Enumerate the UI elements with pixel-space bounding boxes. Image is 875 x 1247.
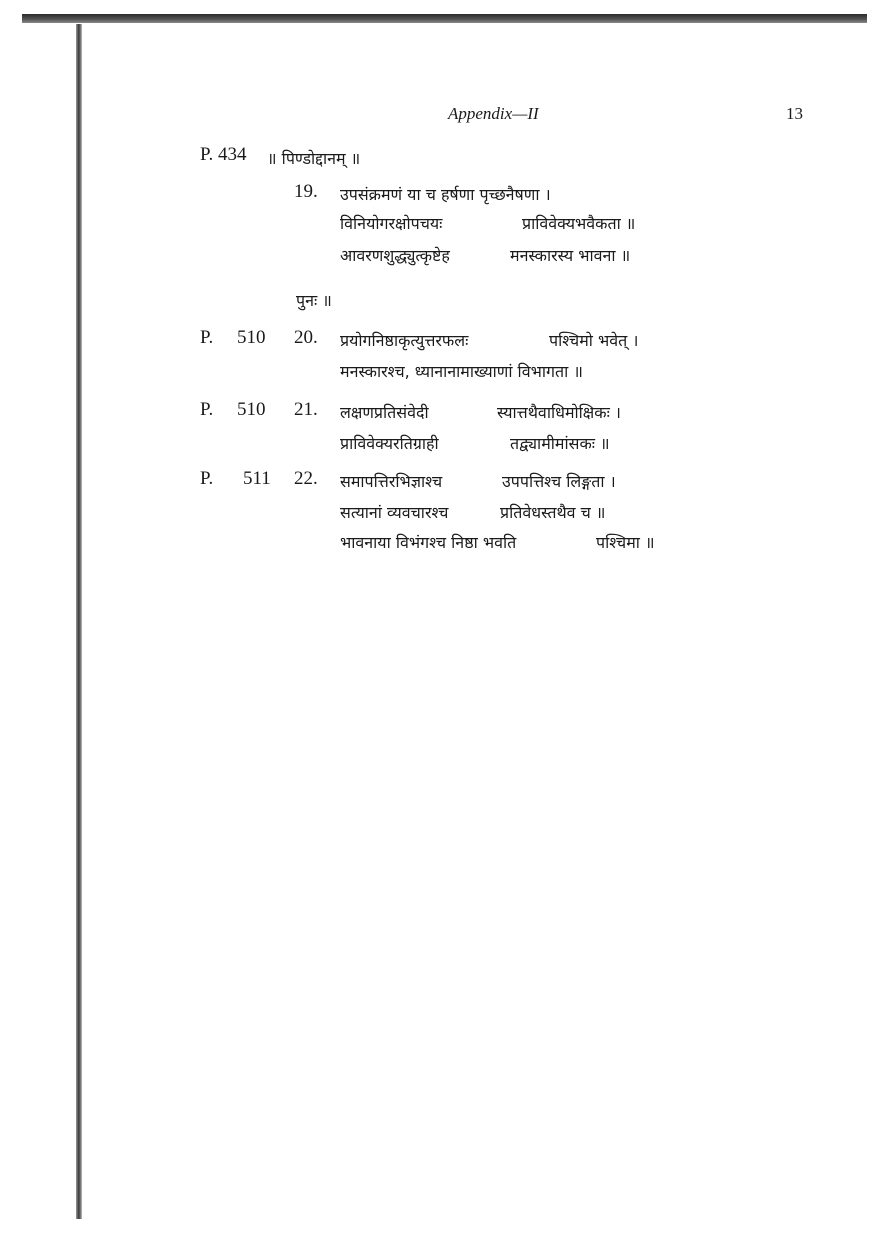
verse-line: उपसंक्रमणं या च हर्षणा पृच्छनैषणा । bbox=[340, 185, 551, 204]
verse-line-a: प्रयोगनिष्ठाकृत्युत्तरफलः bbox=[340, 331, 469, 350]
verse-number: 21. bbox=[294, 399, 318, 420]
page-ref-number: 511 bbox=[243, 468, 271, 489]
verse-line-b: पश्चिमो भवेत् । bbox=[549, 331, 639, 350]
page-ref-number: 510 bbox=[237, 327, 266, 348]
verse-line-a: विनियोगरक्षोपचयः bbox=[340, 214, 443, 233]
verse-line-b: स्यात्तथैवाधिमोक्षिकः । bbox=[497, 403, 621, 422]
verse-line-a: आवरणशुद्ध्युत्कृष्टेह bbox=[340, 246, 450, 265]
page-label: P. bbox=[200, 468, 214, 489]
verse-line-b: प्राविवेक्यभवैकता ॥ bbox=[522, 214, 636, 233]
page-label: P. bbox=[200, 399, 214, 420]
section-title: ॥ पिण्डोद्दानम् ॥ bbox=[267, 149, 361, 168]
verse-line-b: तद्व्यामीमांसकः ॥ bbox=[510, 434, 610, 453]
verse-line-a: सत्यानां व्यवचारश्च bbox=[340, 503, 449, 522]
verse-line-b: मनस्कारस्य भावना ॥ bbox=[510, 246, 631, 265]
punah-line: पुनः ॥ bbox=[296, 291, 332, 310]
page-number: 13 bbox=[786, 104, 803, 123]
verse-line-b: प्रतिवेधस्तथैव च ॥ bbox=[500, 503, 606, 522]
verse-line-a: प्राविवेक्यरतिग्राही bbox=[340, 434, 439, 453]
verse-line-a: लक्षणप्रतिसंवेदी bbox=[340, 403, 429, 422]
verse-line-a: समापत्तिरभिज्ञाश्च bbox=[340, 472, 443, 491]
binding-edge bbox=[76, 24, 82, 1219]
verse-number: 22. bbox=[294, 468, 318, 489]
page-label: P. bbox=[200, 327, 214, 348]
page-ref-number: 510 bbox=[237, 399, 266, 420]
verse-number: 19. bbox=[294, 181, 318, 202]
section-page-ref: P. 434 bbox=[200, 144, 247, 165]
verse-number: 20. bbox=[294, 327, 318, 348]
verse-line-b: उपपत्तिश्च लिङ्गता । bbox=[502, 472, 616, 491]
running-title: Appendix—II bbox=[448, 104, 539, 123]
top-border-rule bbox=[22, 14, 867, 23]
verse-line: मनस्कारश्च, ध्यानानामाख्याणां विभागता ॥ bbox=[340, 362, 583, 381]
verse-line-a: भावनाया विभंगश्च निष्ठा भवति bbox=[340, 533, 517, 552]
verse-line-b: पश्चिमा ॥ bbox=[596, 533, 655, 552]
